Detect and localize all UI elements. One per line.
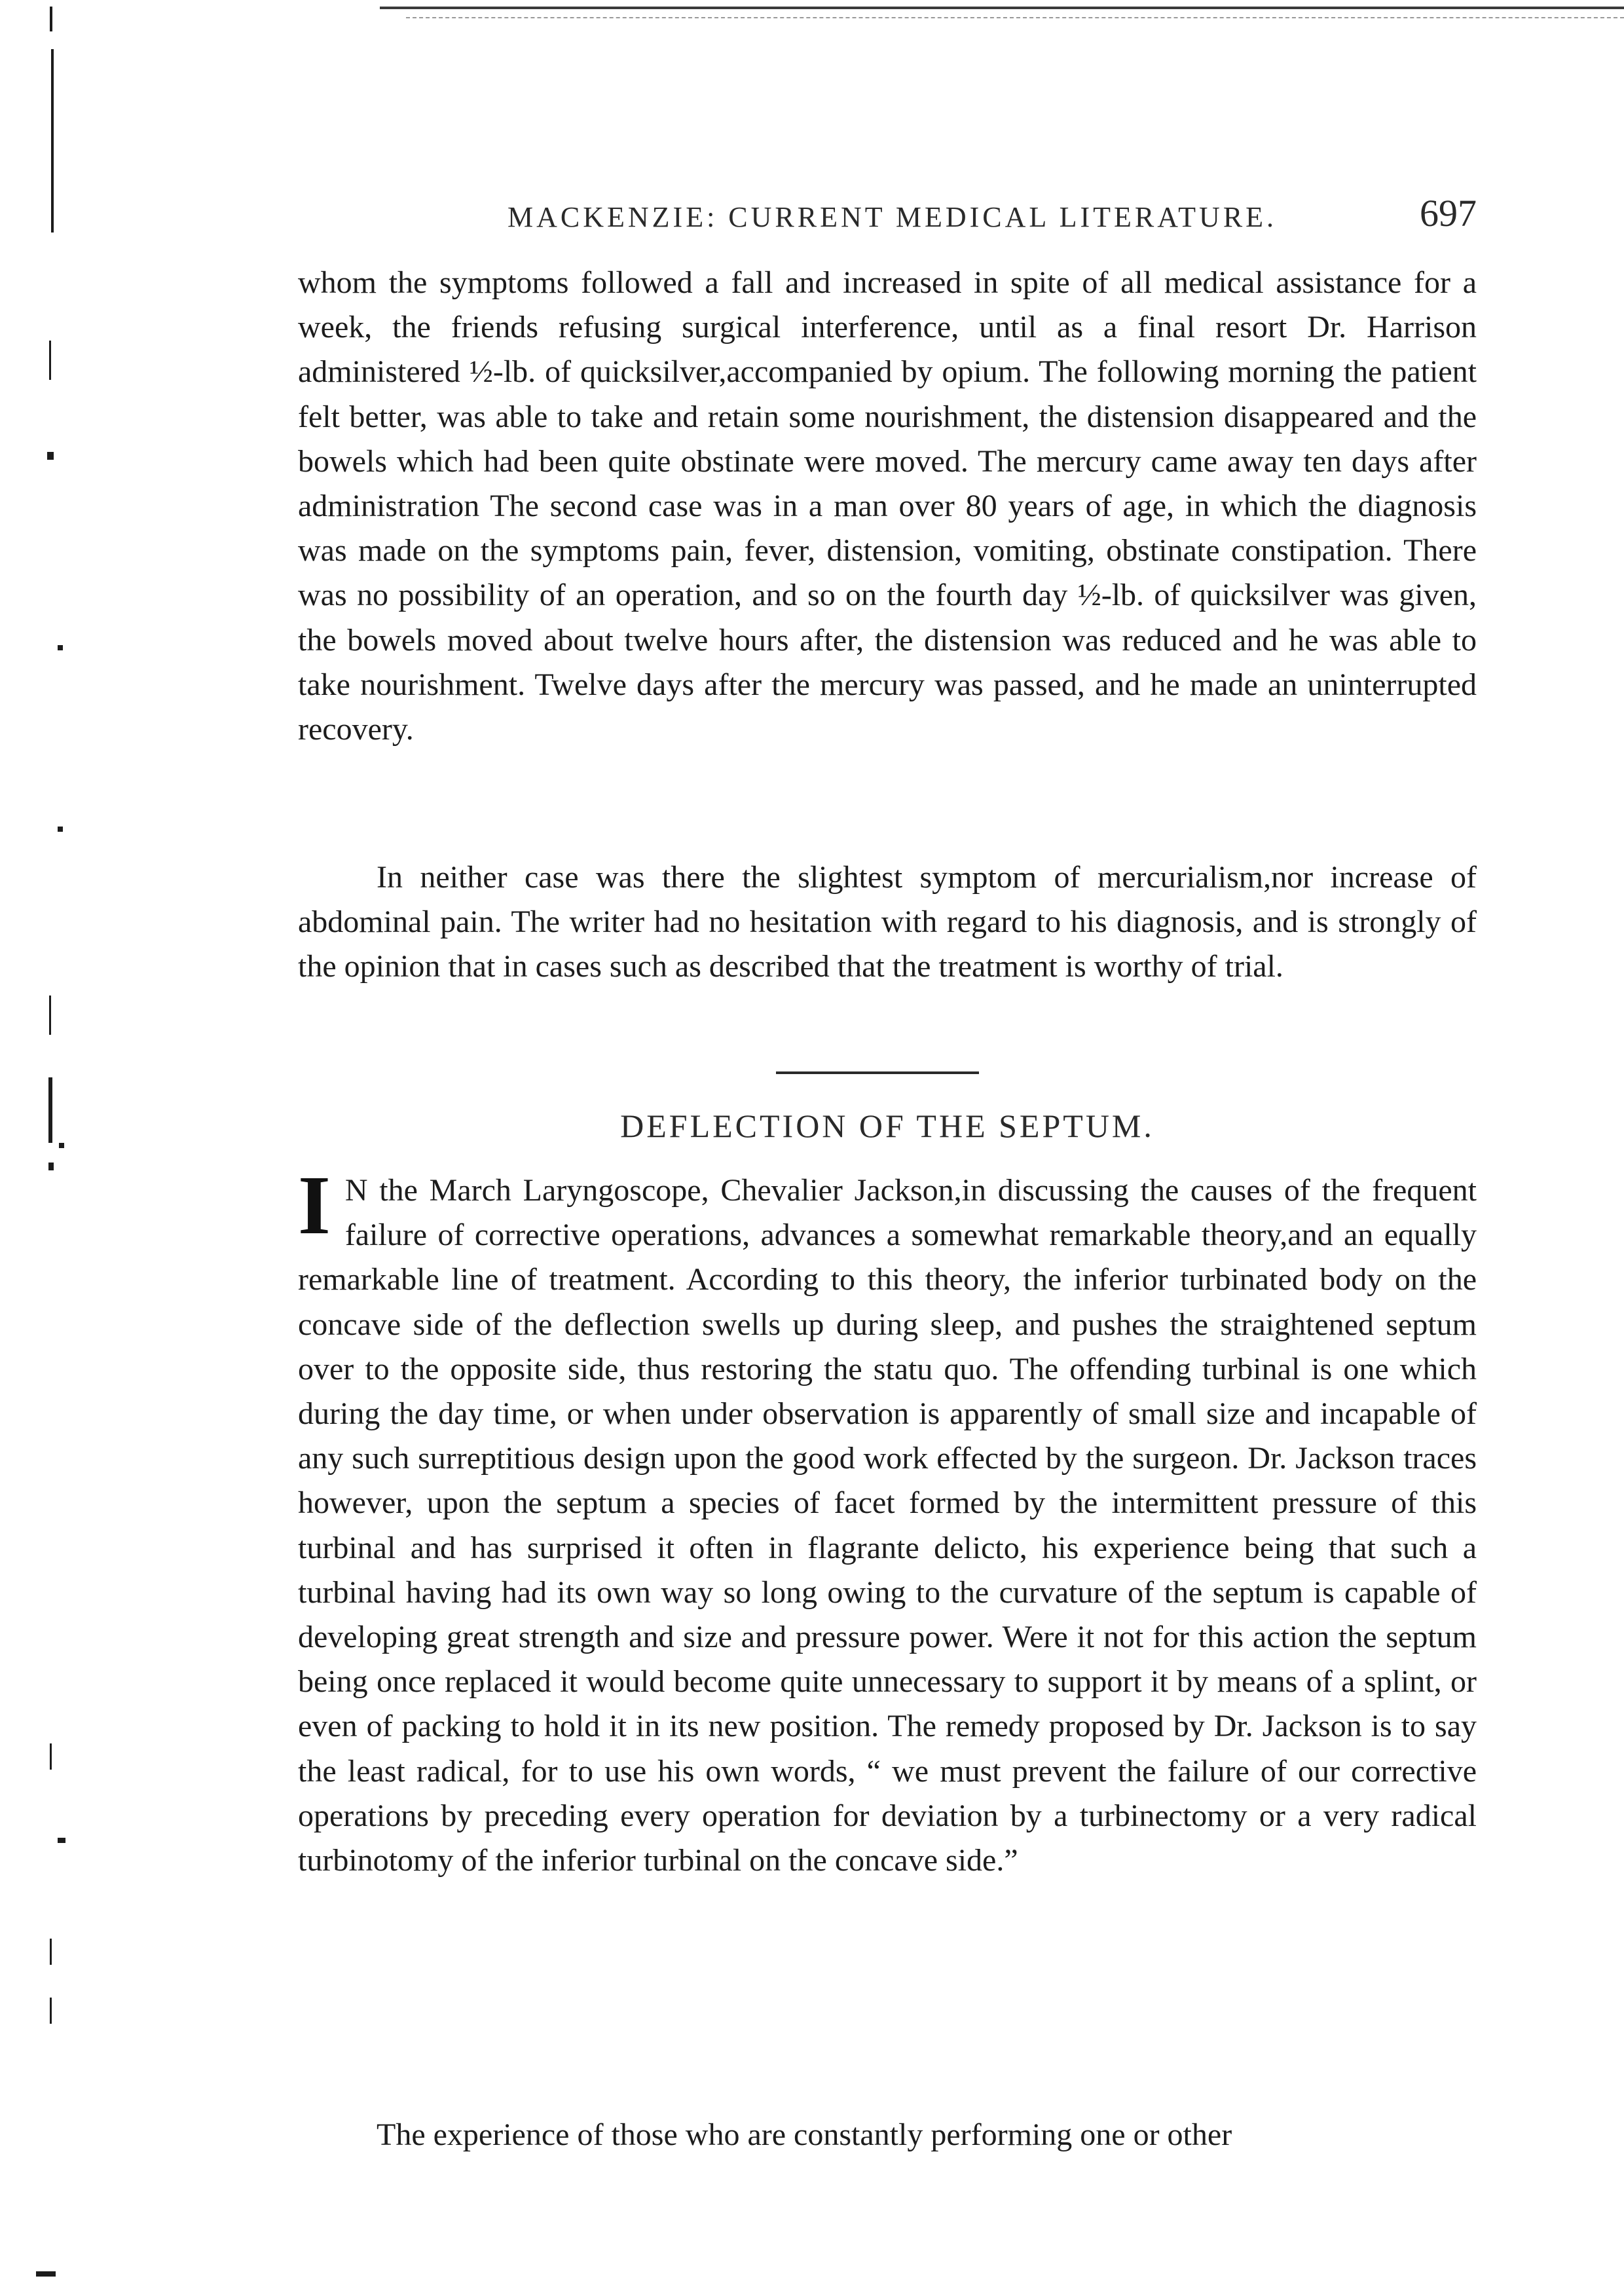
- section-heading: DEFLECTION OF THE SEPTUM.: [620, 1107, 1154, 1144]
- margin-scan-mark: [50, 1939, 52, 1965]
- drop-cap: I: [298, 1159, 331, 1252]
- section-closing-line: The experience of those who are constantly performing one or other: [377, 2117, 1232, 2152]
- margin-scan-mark: [48, 1163, 54, 1170]
- running-head: [298, 191, 1477, 250]
- conclusion-paragraph: In neither case was there the slightest symptom of mercurialism,nor increase of abdominal pain. The writer had no hesitation with regard to his diagnosis, and is strongly of the opinion that in cases such as described that the treatment is worthy of trial.: [298, 860, 1477, 984]
- section-opening-paragraph: [298, 1159, 1477, 1883]
- margin-scan-mark: [49, 341, 51, 380]
- margin-scan-mark: [36, 2271, 56, 2277]
- margin-scan-mark: [47, 452, 54, 460]
- top-border-line: [380, 7, 1624, 9]
- continuation-paragraph: whom the symptoms followed a fall and increased in spite of all medical assistance for a week, the friends refusing surgical interference, until as a final resort Dr. Harrison administered ½-lb. of quicksilver,accompanied by opium. The following morning the patient felt better, was able to take and retain some nourishment, the distension disappeared and the bowels which had been quite obstinate were moved. The mercury came away ten days after administration The second case was in a man over 80 years of age, in which the diagnosis was made on the symptoms pain, fever, distension, vomiting, obstinate constipation. There was no possibility of an operation, and so on the fourth day ½-lb. of quicksilver was given, the bowels moved about twelve hours after, the distension was reduced and he was able to take nourishment. Twelve days after the mercury was passed, and he made an uninterrupted recovery.: [298, 265, 1477, 747]
- margin-scan-mark: [58, 827, 63, 832]
- margin-scan-mark: [50, 1743, 52, 1770]
- margin-scan-mark: [59, 1143, 64, 1148]
- page-number: 697: [1420, 192, 1477, 234]
- margin-scan-mark: [49, 996, 51, 1035]
- margin-scan-mark: [48, 1077, 52, 1143]
- margin-scan-mark: [50, 7, 52, 31]
- running-title: MACKENZIE: CURRENT MEDICAL LITERATURE.: [507, 201, 1278, 233]
- margin-scan-mark: [51, 49, 54, 233]
- section-opening-text: N the March Laryngoscope, Chevalier Jackson,in discussing the causes of the frequent failure of corrective operations, advances a somewhat remarkable theory,and an equally remarkable line of treatment. According to this theory, the inferior turbinated body on the concave side of the deflection swells up during sleep, and pushes the straightened septum over to the opposite side, thus restoring the statu quo. The offending turbinal is one which during the day time, or when under observation is apparently of small size and incapable of any such surreptitious design upon the good work effected by the surgeon. Dr. Jackson traces however, upon the septum a species of facet formed by the intermittent pressure of this turbinal and has surprised it often in flagrante delicto, his experience being that such a turbinal having had its own way so long owing to the curvature of the septum is capable of developing great strength and size and pressure power. Were it not for this action the septum being once replaced it would become quite unnecessary to support it by means of a splint, or even of packing to hold it in its new position. The remedy proposed by Dr. Jackson is to say the least radical, for to use his own words, “ we must prevent the failure of our corrective operations by preceding every operation for deviation by a turbinectomy or a very radical turbinotomy of the inferior turbinal on the concave side.”: [298, 1173, 1477, 1878]
- section-divider: [776, 1071, 979, 1074]
- margin-scan-mark: [58, 1838, 65, 1843]
- margin-scan-mark: [50, 1998, 52, 2024]
- top-border-line-thin: [406, 17, 1624, 18]
- margin-scan-mark: [58, 645, 63, 650]
